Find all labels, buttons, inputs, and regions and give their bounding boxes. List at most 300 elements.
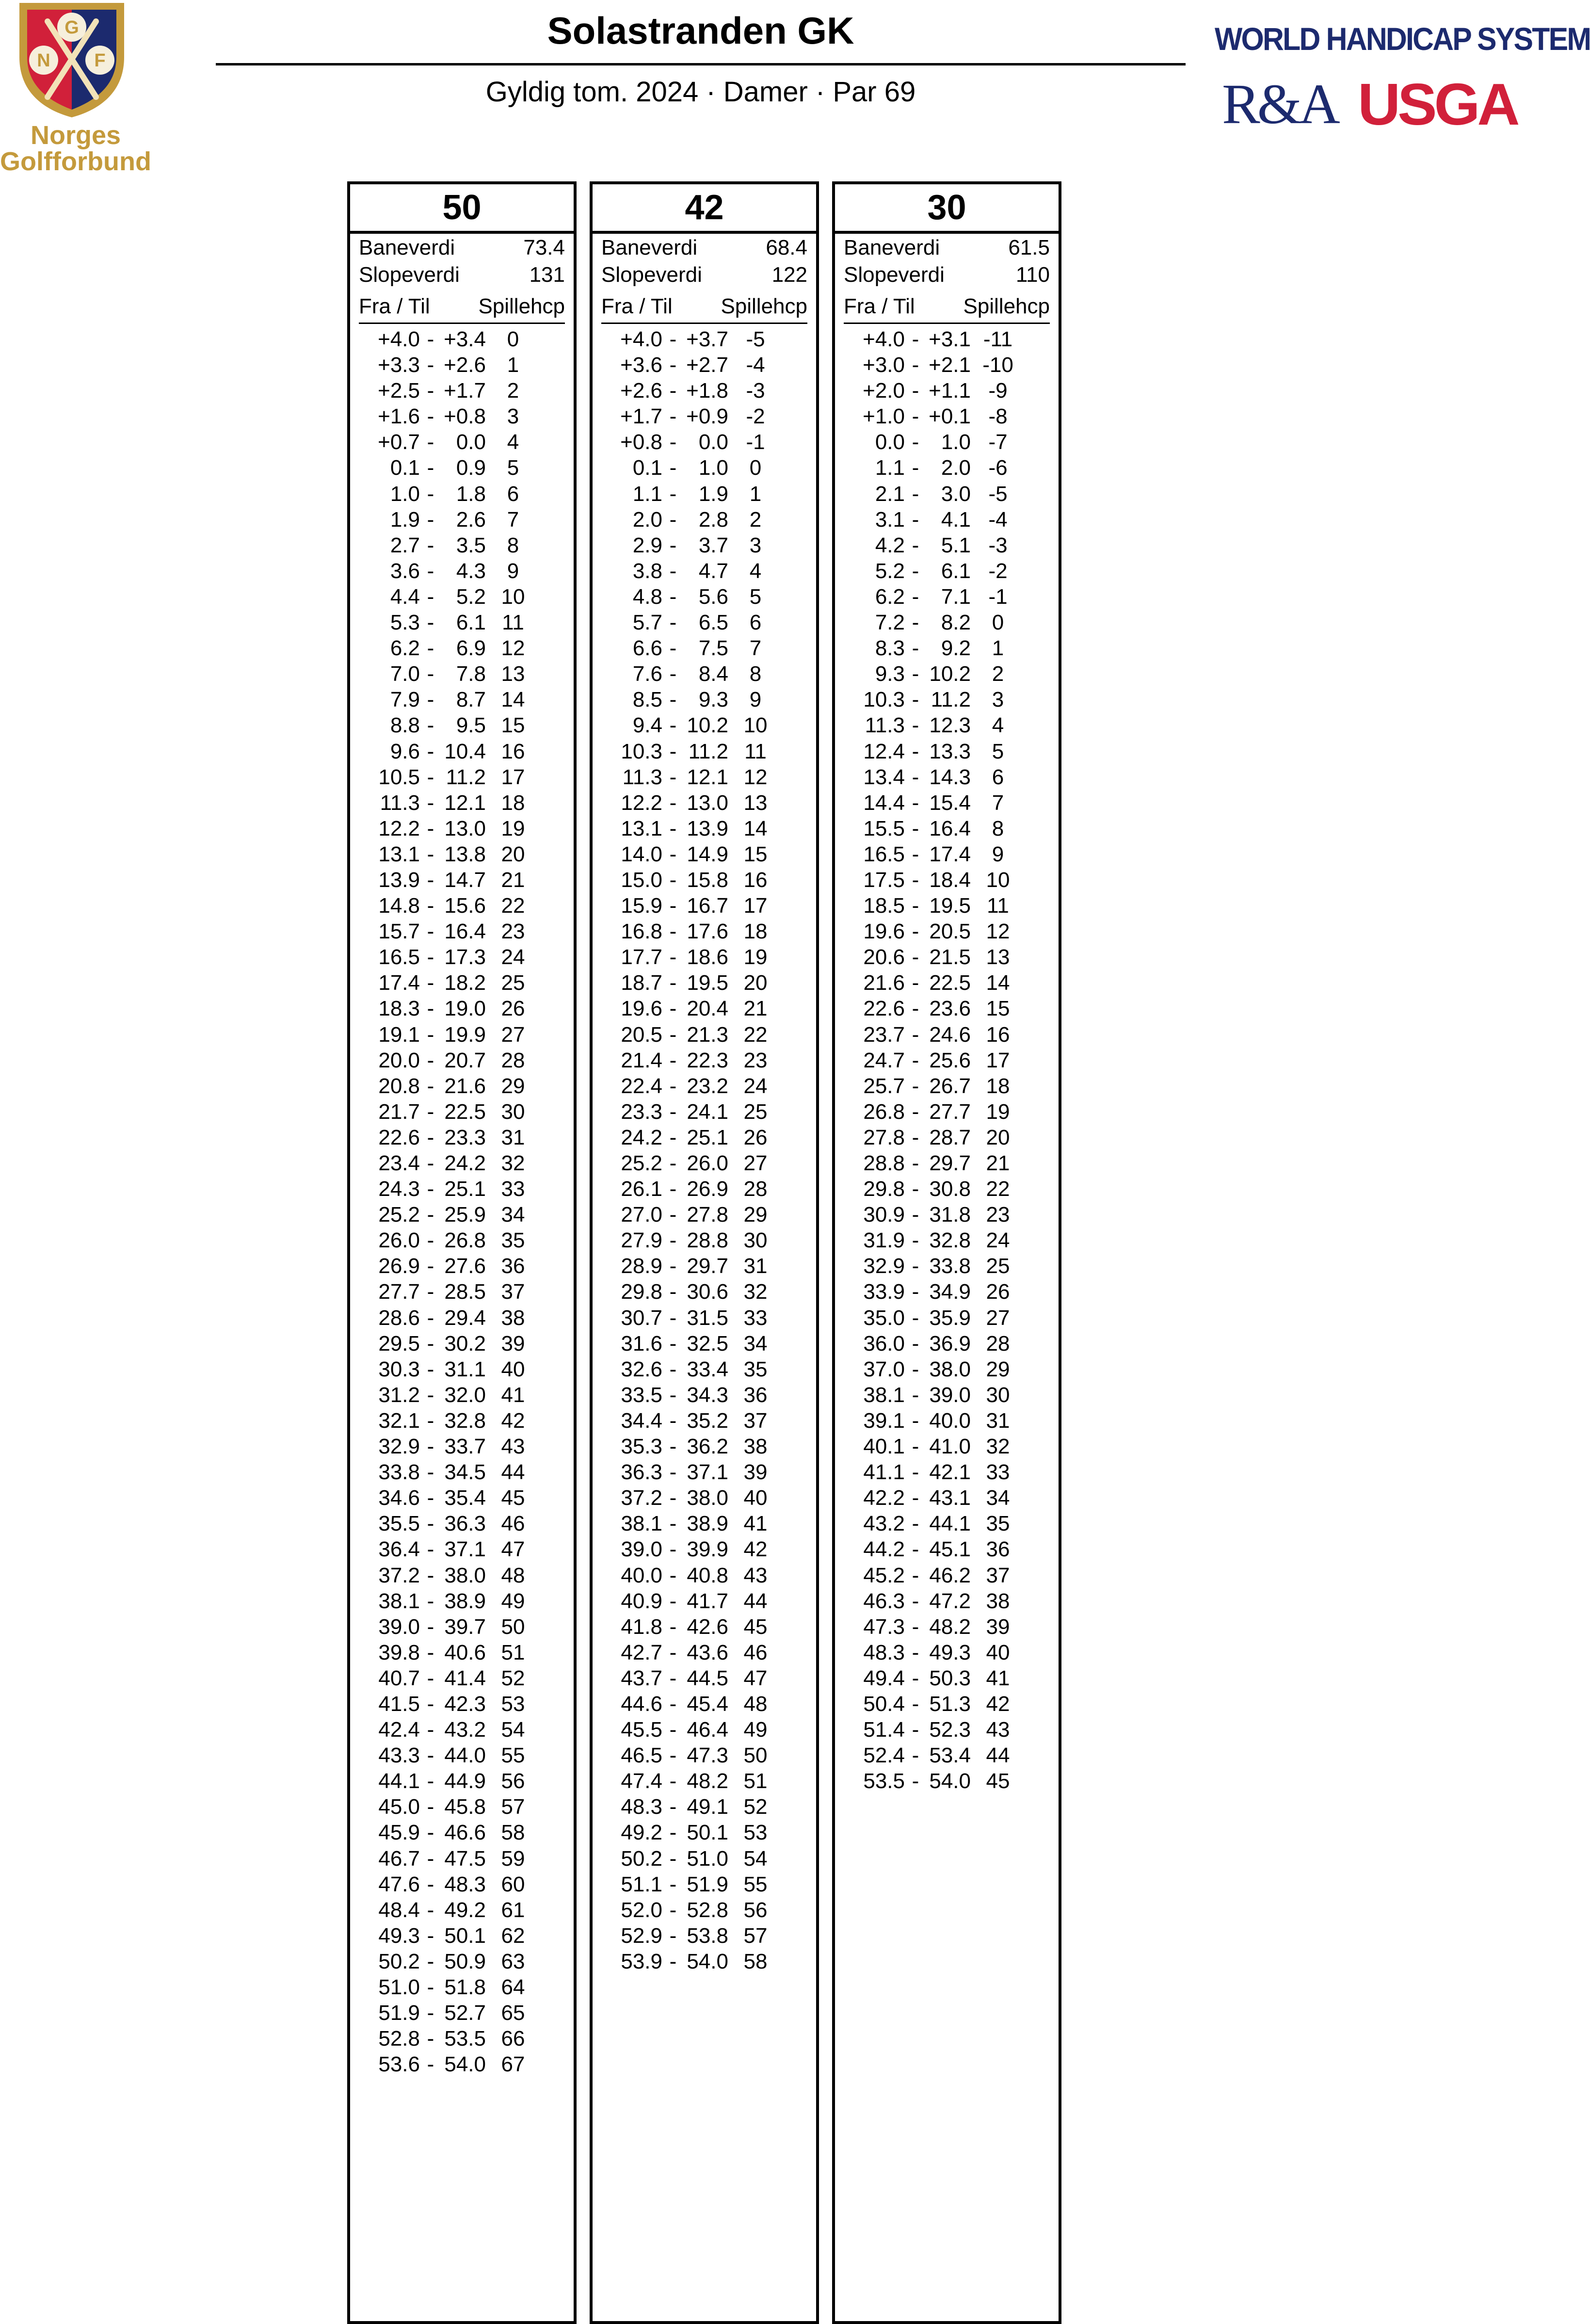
range-dash: - xyxy=(669,1460,677,1485)
range-dash: - xyxy=(669,1435,677,1459)
hcp-index-to: 32.8 xyxy=(444,1408,486,1433)
range-dash: - xyxy=(427,456,434,480)
hcp-index-from: 15.0 xyxy=(621,868,662,892)
hcp-index-from: 48.4 xyxy=(378,1898,420,1922)
table-row xyxy=(601,533,807,558)
playing-hcp-value: -5 xyxy=(988,482,1008,506)
table-row xyxy=(359,1150,565,1176)
table-row xyxy=(601,352,807,378)
table-row xyxy=(601,1820,807,1845)
hcp-index-to: 13.8 xyxy=(444,842,486,866)
table-row xyxy=(844,1665,1050,1691)
table-row xyxy=(844,1434,1050,1459)
playing-hcp-value: 40 xyxy=(986,1640,1010,1664)
hcp-index-from: 49.3 xyxy=(378,1923,420,1948)
table-row xyxy=(601,970,807,996)
playing-hcp-value: 21 xyxy=(743,997,768,1021)
hcp-index-to: 27.8 xyxy=(687,1203,728,1227)
range-dash: - xyxy=(912,1743,919,1768)
playing-hcp-value: 48 xyxy=(743,1692,768,1716)
playing-hcp-value: 35 xyxy=(986,1512,1010,1536)
hcp-index-to: 20.4 xyxy=(687,997,728,1021)
hcp-index-from: 46.7 xyxy=(378,1846,420,1871)
table-row xyxy=(844,1691,1050,1717)
range-dash: - xyxy=(427,507,434,532)
hcp-index-to: 46.6 xyxy=(444,1821,486,1845)
hcp-index-to: 18.2 xyxy=(444,971,486,995)
table-row xyxy=(844,1202,1050,1227)
range-dash: - xyxy=(669,1846,677,1871)
hcp-index-from: 21.4 xyxy=(621,1048,662,1072)
table-row xyxy=(601,1099,807,1125)
table-row xyxy=(601,712,807,738)
playing-hcp-value: 35 xyxy=(501,1228,525,1253)
playing-hcp-value: 32 xyxy=(501,1151,525,1175)
table-row xyxy=(601,507,807,533)
hcp-index-to: 24.1 xyxy=(687,1099,728,1124)
hcp-index-to: +3.1 xyxy=(929,327,971,351)
range-dash: - xyxy=(912,1589,919,1613)
playing-hcp-value: 17 xyxy=(743,894,768,918)
playing-hcp-value: 52 xyxy=(501,1666,525,1690)
hcp-index-to: +1.8 xyxy=(686,379,728,403)
range-dash: - xyxy=(912,404,919,429)
table-row xyxy=(601,1227,807,1253)
hcp-index-to: +3.4 xyxy=(444,327,486,351)
hcp-index-to: 25.6 xyxy=(929,1048,971,1072)
hcp-index-to: 7.8 xyxy=(456,662,486,686)
playing-hcp-value: 44 xyxy=(501,1460,525,1485)
ngf-crest-icon xyxy=(14,0,130,119)
range-dash: - xyxy=(427,1228,434,1253)
hcp-index-to: 26.7 xyxy=(929,1074,971,1098)
range-dash: - xyxy=(427,1898,434,1922)
hcp-index-from: +1.6 xyxy=(378,404,420,429)
table-row xyxy=(601,1563,807,1588)
range-dash: - xyxy=(427,1022,434,1047)
hcp-index-to: 38.9 xyxy=(687,1512,728,1536)
hcp-index-from: 36.4 xyxy=(378,1537,420,1562)
playing-hcp-value: 27 xyxy=(501,1022,525,1047)
range-dash: - xyxy=(669,1692,677,1716)
playing-hcp-value: 41 xyxy=(501,1383,525,1407)
hcp-index-from: 27.7 xyxy=(378,1280,420,1304)
hcp-index-from: 44.6 xyxy=(621,1692,662,1716)
hcp-index-from: 26.9 xyxy=(378,1254,420,1278)
table-row xyxy=(844,1022,1050,1048)
hcp-index-from: 23.4 xyxy=(378,1151,420,1175)
hcp-index-from: 42.2 xyxy=(863,1486,905,1510)
range-dash: - xyxy=(912,1074,919,1098)
hcp-index-from: 20.6 xyxy=(863,945,905,969)
range-dash: - xyxy=(912,1125,919,1149)
table-row xyxy=(844,1717,1050,1743)
hcp-index-from: 47.3 xyxy=(863,1614,905,1639)
playing-hcp-value: 57 xyxy=(743,1923,768,1948)
range-dash: - xyxy=(427,868,434,892)
hcp-index-from: 16.8 xyxy=(621,920,662,944)
hcp-index-from: 11.3 xyxy=(865,713,905,738)
hcp-index-from: 8.5 xyxy=(632,688,662,712)
hcp-index-from: 25.2 xyxy=(378,1203,420,1227)
hcp-index-from: 4.8 xyxy=(632,584,662,609)
playing-hcp-value: 56 xyxy=(501,1769,525,1793)
table-row xyxy=(601,1176,807,1202)
range-dash: - xyxy=(912,1151,919,1175)
playing-hcp-value: 15 xyxy=(986,997,1010,1021)
hcp-index-from: 3.8 xyxy=(632,559,662,583)
hcp-index-to: 5.1 xyxy=(941,533,971,557)
table-row xyxy=(844,481,1050,507)
table-row xyxy=(601,1588,807,1614)
table-row xyxy=(359,944,565,970)
playing-hcp-value: 57 xyxy=(501,1795,525,1819)
playing-hcp-value: 39 xyxy=(986,1614,1010,1639)
hcp-index-from: 12.2 xyxy=(378,816,420,840)
hcp-index-from: 3.6 xyxy=(390,559,420,583)
hcp-index-from: 14.4 xyxy=(863,791,905,815)
course-rating-line xyxy=(844,235,1050,260)
column-headers xyxy=(601,293,807,319)
hcp-index-to: 35.9 xyxy=(929,1306,971,1330)
hcp-index-from: 26.1 xyxy=(621,1177,662,1201)
range-dash: - xyxy=(669,997,677,1021)
range-dash: - xyxy=(427,971,434,995)
hcp-index-from: 45.0 xyxy=(378,1795,420,1819)
hcp-index-from: 12.4 xyxy=(863,739,905,763)
range-dash: - xyxy=(669,430,677,454)
hcp-index-to: 45.8 xyxy=(444,1795,486,1819)
playing-hcp-value: 9 xyxy=(992,842,1004,866)
slope-line xyxy=(359,262,565,288)
from-to-header: Fra / Til xyxy=(601,294,673,318)
ngf-logo xyxy=(14,0,135,119)
hcp-index-from: 48.3 xyxy=(621,1795,662,1819)
hcp-index-to: +0.8 xyxy=(444,404,486,429)
playing-hcp-value: 36 xyxy=(743,1383,768,1407)
hcp-index-to: 38.0 xyxy=(929,1357,971,1381)
hcp-index-to: 22.3 xyxy=(687,1048,728,1072)
hcp-index-from: 47.6 xyxy=(378,1872,420,1896)
range-dash: - xyxy=(669,1666,677,1690)
range-dash: - xyxy=(912,611,919,635)
hcp-index-from: 51.4 xyxy=(863,1718,905,1742)
hcp-index-from: 17.7 xyxy=(621,945,662,969)
hcp-index-from: 42.7 xyxy=(621,1640,662,1664)
hcp-index-to: 45.1 xyxy=(929,1537,971,1562)
range-dash: - xyxy=(912,1280,919,1304)
playing-hcp-value: 54 xyxy=(501,1718,525,1742)
playing-hcp-value: 32 xyxy=(743,1280,768,1304)
hcp-index-to: 54.0 xyxy=(687,1949,728,1973)
slope-line xyxy=(844,262,1050,288)
hcp-index-from: 40.0 xyxy=(621,1563,662,1587)
playing-hcp-value: 50 xyxy=(501,1614,525,1639)
playing-hcp-value: -1 xyxy=(746,430,765,454)
playing-hcp-value: 11 xyxy=(502,611,524,635)
playing-hcp-value: 58 xyxy=(743,1949,768,1973)
hcp-index-to: 7.1 xyxy=(941,584,971,609)
table-row xyxy=(601,584,807,610)
hcp-index-to: 29.7 xyxy=(687,1254,728,1278)
range-dash: - xyxy=(669,1949,677,1973)
course-rating-line xyxy=(601,235,807,260)
table-row xyxy=(601,1382,807,1408)
playing-hcp-value: 5 xyxy=(992,739,1004,763)
hcp-index-from: 52.4 xyxy=(863,1743,905,1768)
playing-hcp-value: 38 xyxy=(986,1589,1010,1613)
hcp-index-from: 13.4 xyxy=(863,765,905,789)
hcp-index-to: 20.5 xyxy=(929,920,971,944)
hcp-index-from: +4.0 xyxy=(378,327,420,351)
hcp-index-from: 30.9 xyxy=(863,1203,905,1227)
hcp-index-from: 14.0 xyxy=(621,842,662,866)
range-dash: - xyxy=(427,1846,434,1871)
hcp-index-to: 23.6 xyxy=(929,997,971,1021)
hcp-index-from: 32.9 xyxy=(863,1254,905,1278)
table-row xyxy=(844,739,1050,764)
playing-hcp-value: 41 xyxy=(986,1666,1010,1690)
range-dash: - xyxy=(669,842,677,866)
playing-hcp-value: 40 xyxy=(501,1357,525,1381)
playing-hcp-value: 51 xyxy=(501,1640,525,1664)
tee-table-0 xyxy=(347,181,577,2324)
hcp-index-from: 38.1 xyxy=(621,1512,662,1536)
range-dash: - xyxy=(912,1306,919,1330)
table-row xyxy=(359,1691,565,1717)
hcp-index-from: 17.4 xyxy=(378,971,420,995)
range-dash: - xyxy=(427,1435,434,1459)
table-row xyxy=(601,455,807,481)
range-dash: - xyxy=(427,1203,434,1227)
playing-hcp-value: 24 xyxy=(501,945,525,969)
range-dash: - xyxy=(427,1640,434,1664)
table-row xyxy=(359,712,565,738)
hcp-index-from: 49.4 xyxy=(863,1666,905,1690)
hcp-index-from: 10.5 xyxy=(378,765,420,789)
range-dash: - xyxy=(427,842,434,866)
table-row xyxy=(601,1640,807,1665)
table-row xyxy=(359,1305,565,1331)
range-dash: - xyxy=(912,353,919,377)
table-row xyxy=(601,661,807,687)
range-dash: - xyxy=(912,533,919,557)
hcp-index-to: 18.4 xyxy=(929,868,971,892)
table-row xyxy=(359,919,565,944)
hcp-index-from: 2.0 xyxy=(632,507,662,532)
playing-hcp-value: 19 xyxy=(743,945,768,969)
range-dash: - xyxy=(669,1408,677,1433)
playing-hcp-value: 55 xyxy=(501,1743,525,1768)
range-dash: - xyxy=(427,1769,434,1793)
hcp-index-to: 48.3 xyxy=(444,1872,486,1896)
hcp-index-to: 26.9 xyxy=(687,1177,728,1201)
hcp-index-to: 53.4 xyxy=(929,1743,971,1768)
table-row xyxy=(359,2026,565,2051)
range-dash: - xyxy=(427,1151,434,1175)
playing-hcp-value: 39 xyxy=(501,1331,525,1356)
table-row xyxy=(844,1073,1050,1099)
hcp-index-to: 30.2 xyxy=(444,1331,486,1356)
hcp-index-to: 47.3 xyxy=(687,1743,728,1768)
range-dash: - xyxy=(912,584,919,609)
hcp-index-from: +2.5 xyxy=(378,379,420,403)
playing-hcp-value: 55 xyxy=(743,1872,768,1896)
hcp-index-to: 51.3 xyxy=(929,1692,971,1716)
hcp-index-to: 41.0 xyxy=(929,1435,971,1459)
hcp-index-to: +0.1 xyxy=(929,404,971,429)
table-row xyxy=(844,1743,1050,1768)
range-dash: - xyxy=(427,1408,434,1433)
table-row xyxy=(601,1125,807,1150)
from-to-header: Fra / Til xyxy=(359,294,430,318)
playing-hcp-value: 21 xyxy=(986,1151,1010,1175)
hcp-index-to: 4.1 xyxy=(941,507,971,532)
table-row xyxy=(601,1897,807,1923)
range-dash: - xyxy=(427,1949,434,1973)
playing-hcp-value: 53 xyxy=(501,1692,525,1716)
playing-hcp-value: 1 xyxy=(992,636,1004,661)
range-dash: - xyxy=(669,482,677,506)
hcp-index-from: 2.1 xyxy=(875,482,905,506)
playing-hcp-value: 5 xyxy=(507,456,519,480)
table-row xyxy=(359,1176,565,1202)
table-row xyxy=(601,1073,807,1099)
range-dash: - xyxy=(427,945,434,969)
hcp-index-to: 36.9 xyxy=(929,1331,971,1356)
range-dash: - xyxy=(669,1254,677,1278)
range-dash: - xyxy=(669,1769,677,1793)
hcp-index-from: 43.7 xyxy=(621,1666,662,1690)
table-row xyxy=(601,1202,807,1227)
playing-hcp-value: 31 xyxy=(501,1125,525,1149)
hcp-index-from: 32.6 xyxy=(621,1357,662,1381)
hcp-index-from: 7.6 xyxy=(632,662,662,686)
table-row xyxy=(359,970,565,996)
playing-hcp-value: 8 xyxy=(992,816,1004,840)
table-row xyxy=(601,1048,807,1073)
range-dash: - xyxy=(669,894,677,918)
hcp-index-to: 27.7 xyxy=(929,1099,971,1124)
table-row xyxy=(844,533,1050,558)
playing-hcp-value: 65 xyxy=(501,2001,525,2025)
playing-hcp-value: -11 xyxy=(983,327,1013,351)
hcp-index-to: 40.8 xyxy=(687,1563,728,1587)
hcp-index-to: 45.4 xyxy=(687,1692,728,1716)
range-dash: - xyxy=(912,1331,919,1356)
hcp-index-to: 49.3 xyxy=(929,1640,971,1664)
hcp-index-to: 49.1 xyxy=(687,1795,728,1819)
playing-hcp-value: 52 xyxy=(743,1795,768,1819)
playing-hcp-value: 64 xyxy=(501,1975,525,1999)
range-dash: - xyxy=(669,456,677,480)
range-dash: - xyxy=(427,997,434,1021)
hcp-index-to: 31.1 xyxy=(444,1357,486,1381)
range-dash: - xyxy=(669,1048,677,1072)
playing-hcp-value: -6 xyxy=(988,456,1008,480)
range-dash: - xyxy=(669,945,677,969)
playing-hcp-value: 62 xyxy=(501,1923,525,1948)
hcp-index-to: 28.8 xyxy=(687,1228,728,1253)
hcp-index-from: 34.4 xyxy=(621,1408,662,1433)
table-row xyxy=(359,1202,565,1227)
range-dash: - xyxy=(669,584,677,609)
hcp-index-from: 37.2 xyxy=(378,1563,420,1587)
hcp-index-to: 41.4 xyxy=(444,1666,486,1690)
range-dash: - xyxy=(669,1177,677,1201)
playing-hcp-value: 17 xyxy=(501,765,525,789)
table-row xyxy=(844,378,1050,403)
table-row xyxy=(601,635,807,661)
hcp-index-to: 3.7 xyxy=(698,533,728,557)
hcp-index-from: 39.1 xyxy=(863,1408,905,1433)
range-dash: - xyxy=(912,430,919,454)
hcp-index-to: 43.2 xyxy=(444,1718,486,1742)
range-dash: - xyxy=(912,765,919,789)
hcp-index-from: +2.6 xyxy=(620,379,662,403)
playing-hcp-value: 2 xyxy=(992,662,1004,686)
table-row xyxy=(359,635,565,661)
playing-hcp-value: 12 xyxy=(986,920,1010,944)
hcp-index-to: 15.4 xyxy=(929,791,971,815)
playing-hcp-value: 25 xyxy=(986,1254,1010,1278)
hcp-index-from: 45.2 xyxy=(863,1563,905,1587)
hcp-index-from: 34.6 xyxy=(378,1486,420,1510)
range-dash: - xyxy=(912,739,919,763)
table-row xyxy=(359,1073,565,1099)
table-row xyxy=(359,764,565,790)
hcp-index-from: 20.0 xyxy=(378,1048,420,1072)
table-row xyxy=(359,1099,565,1125)
hcp-index-from: 35.3 xyxy=(621,1435,662,1459)
hcp-index-to: 37.1 xyxy=(444,1537,486,1562)
range-dash: - xyxy=(427,791,434,815)
range-dash: - xyxy=(912,1228,919,1253)
range-dash: - xyxy=(912,1357,919,1381)
hcp-index-to: 52.8 xyxy=(687,1898,728,1922)
hcp-index-to: 31.5 xyxy=(687,1306,728,1330)
range-dash: - xyxy=(427,1306,434,1330)
range-dash: - xyxy=(427,2052,434,2077)
range-dash: - xyxy=(912,662,919,686)
table-row xyxy=(601,1949,807,1974)
range-dash: - xyxy=(912,1048,919,1072)
range-dash: - xyxy=(669,1074,677,1098)
range-dash: - xyxy=(427,739,434,763)
playing-hcp-value: 34 xyxy=(743,1331,768,1356)
hcp-index-to: +0.9 xyxy=(686,404,728,429)
hcp-index-to: 10.2 xyxy=(929,662,971,686)
table-row xyxy=(359,1640,565,1665)
ra-wordmark: R&A xyxy=(1222,72,1337,136)
hcp-index-from: 9.3 xyxy=(875,662,905,686)
table-row xyxy=(359,1614,565,1640)
hcp-index-from: 28.9 xyxy=(621,1254,662,1278)
range-dash: - xyxy=(669,1537,677,1562)
playing-hcp-value: 20 xyxy=(743,971,768,995)
hcp-index-to: 1.8 xyxy=(456,482,486,506)
table-row xyxy=(844,712,1050,738)
header-divider xyxy=(359,323,565,324)
playing-hcp-value: 23 xyxy=(743,1048,768,1072)
hcp-index-from: 23.3 xyxy=(621,1099,662,1124)
handicap-rows xyxy=(359,326,565,2077)
playing-hcp-value: 15 xyxy=(743,842,768,866)
range-dash: - xyxy=(669,688,677,712)
playing-hcp-value: 45 xyxy=(501,1486,525,1510)
hcp-index-to: 13.0 xyxy=(687,791,728,815)
hcp-index-to: 33.8 xyxy=(929,1254,971,1278)
